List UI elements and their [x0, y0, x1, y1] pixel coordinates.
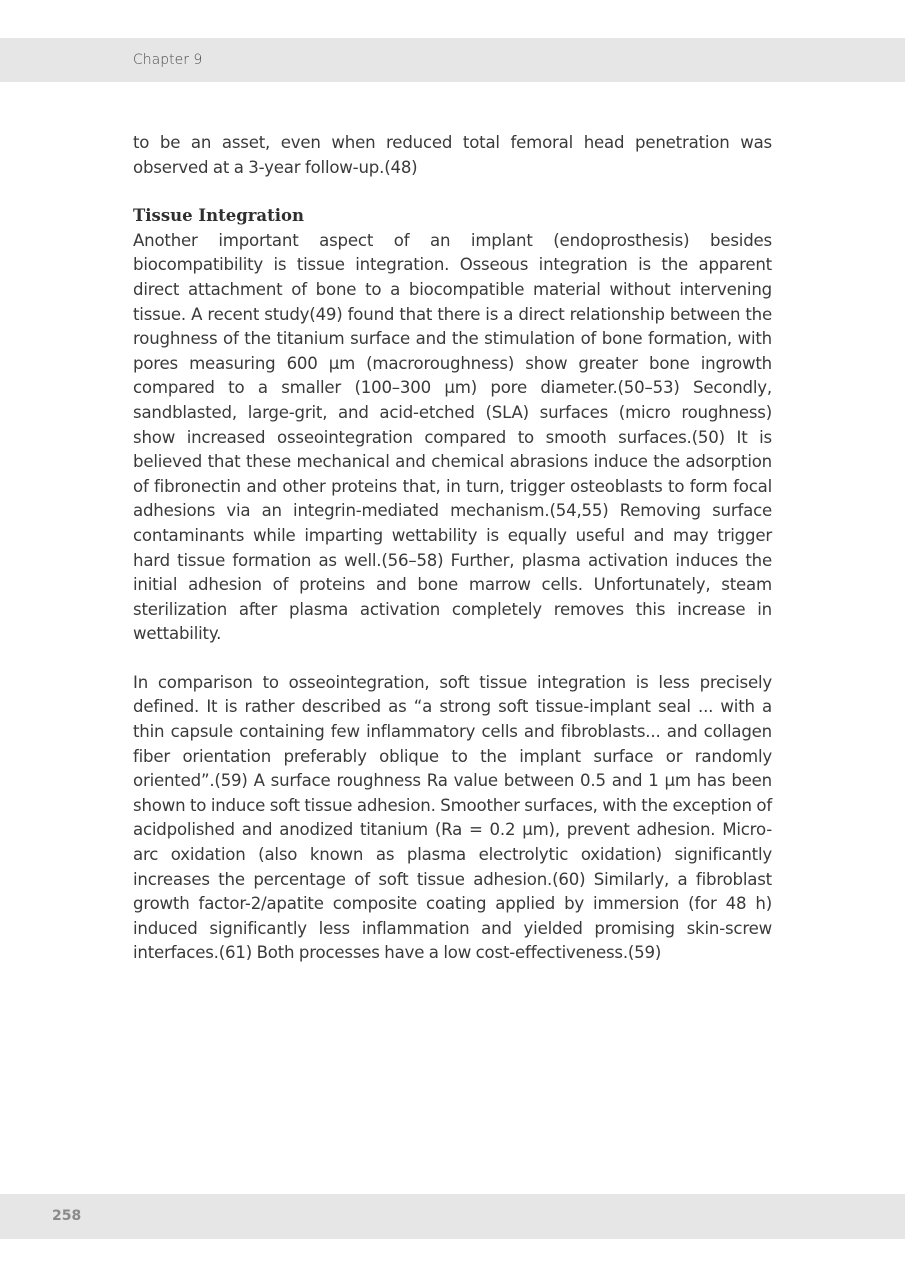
body-paragraph-2: In comparison to osseointegration, soft tissue integration is less precisely defined. It is rather described as “a strong soft tissue-implant seal ... with a thin capsule containing few inflammatory cells and fibroblasts... and collagen fiber orientation preferably oblique to the implant surface or randomly oriented”.(59) A surface roughness Ra value between 0.5 and 1 µm has been shown to induce soft tissue adhesion. Smoother surfaces, with the exception of acidpolished and anodized titanium (Ra = 0.2 µm), prevent adhesion. Micro-arc oxidation (also known as plasma electrolytic oxidation) significantly increases the percentage of soft tissue adhesion.(60) Similarly, a fibroblast growth factor-2/apatite composite coating applied by immersion (for 48 h) induced significantly less inflammation and yielded promising skin-screw interfaces.(61) Both processes have a low cost-effectiveness.(59) — [133, 672, 772, 963]
section-title: Tissue Integration — [133, 206, 305, 226]
intro-paragraph: to be an asset, even when reduced total femoral head penetration was observed at a 3-year follow-up.(48) — [133, 133, 772, 177]
page-footer — [0, 1194, 905, 1239]
page-header — [0, 38, 905, 82]
running-head: Chapter 9 — [133, 52, 203, 68]
page-body — [133, 131, 772, 966]
page-number: 258 — [52, 1208, 82, 1224]
body-paragraph-1: Another important aspect of an implant (endoprosthesis) besides biocompatibility is tissue integration. Osseous integration is the apparent direct attachment of bone to a biocompatible material without intervening tissue. A recent study(49) found that there is a direct relationship between the roughness of the titanium surface and the stimulation of bone formation, with pores measuring 600 µm (macroroughness) show greater bone ingrowth compared to a smaller (100–300 µm) pore diameter.(50–53) Secondly, sandblasted, large-grit, and acid-etched (SLA) surfaces (micro roughness) show increased osseointegration compared to smooth surfaces.(50) It is believed that these mechanical and chemical abrasions induce the adsorption of fibronectin and other proteins that, in turn, trigger osteoblasts to form focal adhesions via an integrin-mediated mechanism.(54,55) Removing surface contaminants while imparting wettability is equally useful and may trigger hard tissue formation as well.(56–58) Further, plasma activation induces the initial adhesion of proteins and bone marrow cells. Unfortunately, steam sterilization after plasma activation completely removes this increase in wettability. — [133, 230, 772, 644]
